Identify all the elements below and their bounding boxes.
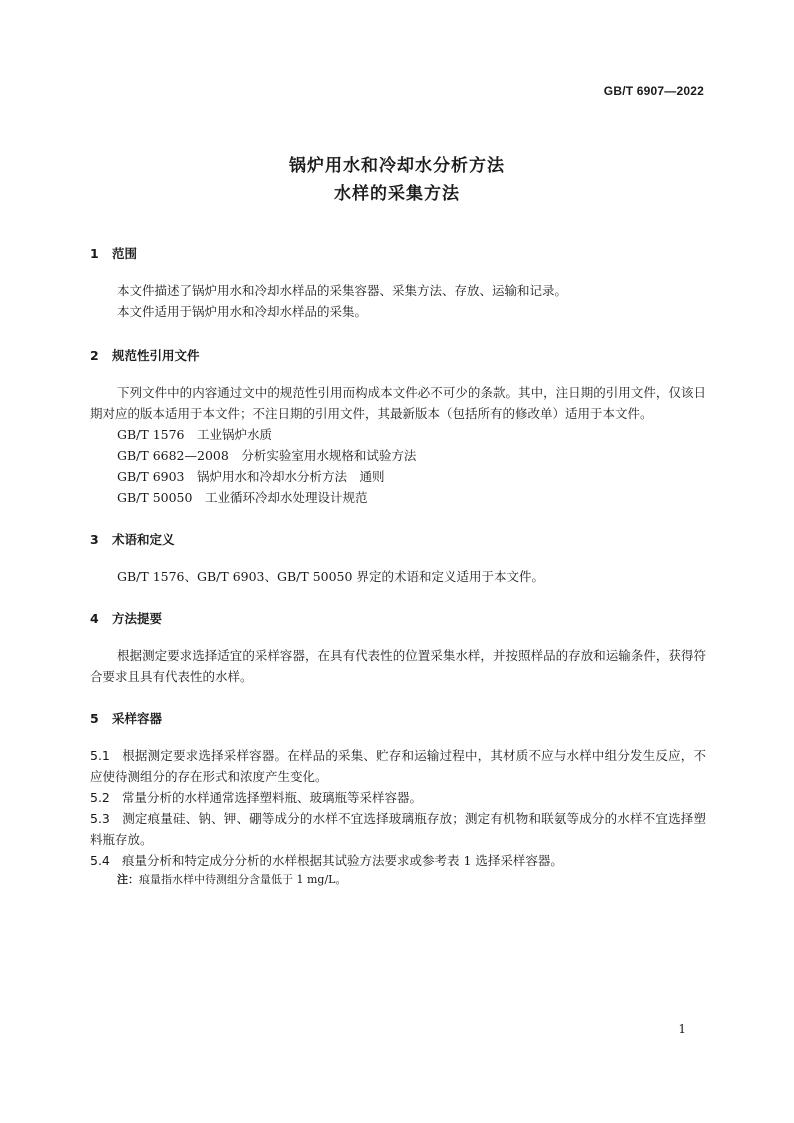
clause-text: 根据测定要求选择采样容器。在样品的采集、贮存和运输过程中，其材质不应与水样中组分发生反应，不应使待测组分的存在形式和浓度产生变化。 xyxy=(90,748,706,784)
section-3-heading xyxy=(90,530,706,550)
section-number: 3 xyxy=(90,532,99,547)
section-title: 采样容器 xyxy=(112,711,163,726)
section-1-heading xyxy=(90,244,706,264)
clause-text: 测定痕量硅、钠、钾、硼等成分的水样不宜选择玻璃瓶存放；测定有机物和联氨等成分的水样不宜选择塑料瓶存放。 xyxy=(90,811,706,847)
clause-number: 5.1 xyxy=(90,748,110,763)
paragraph: 根据测定要求选择适宜的采样容器，在具有代表性的位置采集水样，并按照样品的存放和运输条件，获得符合要求且具有代表性的水样。 xyxy=(90,648,706,684)
section-number: 2 xyxy=(90,348,99,363)
section-2-heading xyxy=(90,346,706,366)
clause-5-3 xyxy=(90,808,706,850)
page-number: 1 xyxy=(678,1022,686,1036)
clause-5-1 xyxy=(90,745,706,787)
section-title: 范围 xyxy=(112,246,138,261)
reference-item: GB/T 50050 工业循环冷却水处理设计规范 xyxy=(117,490,368,505)
title-line-2: 水样的采集方法 xyxy=(334,184,460,204)
clause-number: 5.4 xyxy=(90,853,110,868)
paragraph: GB/T 1576、GB/T 6903、GB/T 50050 界定的术语和定义适用于本文件。 xyxy=(117,569,544,584)
paragraph: 本文件适用于锅炉用水和冷却水样品的采集。 xyxy=(117,304,368,319)
section-number: 1 xyxy=(90,246,99,261)
reference-item: GB/T 1576 工业锅炉水质 xyxy=(117,427,273,442)
section-number: 4 xyxy=(90,611,99,626)
section-5-heading xyxy=(90,709,706,729)
reference-item: GB/T 6682—2008 分析实验室用水规格和试验方法 xyxy=(117,448,417,463)
clause-5-2 xyxy=(90,787,706,808)
paragraph: 本文件描述了锅炉用水和冷却水样品的采集容器、采集方法、存放、运输和记录。 xyxy=(117,283,568,298)
document-title xyxy=(0,152,794,208)
note-text: 痕量指水样中待测组分含量低于 1 mg/L。 xyxy=(139,873,347,886)
section-number: 5 xyxy=(90,711,99,726)
section-title: 方法提要 xyxy=(112,611,163,626)
note-label: 注： xyxy=(117,873,139,886)
clause-text: 常量分析的水样通常选择塑料瓶、玻璃瓶等采样容器。 xyxy=(122,790,423,805)
section-4-heading xyxy=(90,609,706,629)
clause-number: 5.3 xyxy=(90,811,110,826)
note xyxy=(90,871,706,889)
title-line-1: 锅炉用水和冷却水分析方法 xyxy=(289,156,505,176)
section-title: 术语和定义 xyxy=(112,532,175,547)
standard-code: GB/T 6907—2022 xyxy=(603,84,704,98)
clause-number: 5.2 xyxy=(90,790,110,805)
paragraph: 下列文件中的内容通过文中的规范性引用而构成本文件必不可少的条款。其中，注日期的引用文件，仅该日期对应的版本适用于本文件；不注日期的引用文件，其最新版本（包括所有的修改单）适用于本文件。 xyxy=(90,385,706,421)
clause-text: 痕量分析和特定成分分析的水样根据其试验方法要求或参考表 1 选择采样容器。 xyxy=(122,853,563,868)
section-title: 规范性引用文件 xyxy=(112,348,200,363)
reference-item: GB/T 6903 锅炉用水和冷却水分析方法 通则 xyxy=(117,469,385,484)
document-body xyxy=(90,244,706,889)
clause-5-4 xyxy=(90,850,706,871)
